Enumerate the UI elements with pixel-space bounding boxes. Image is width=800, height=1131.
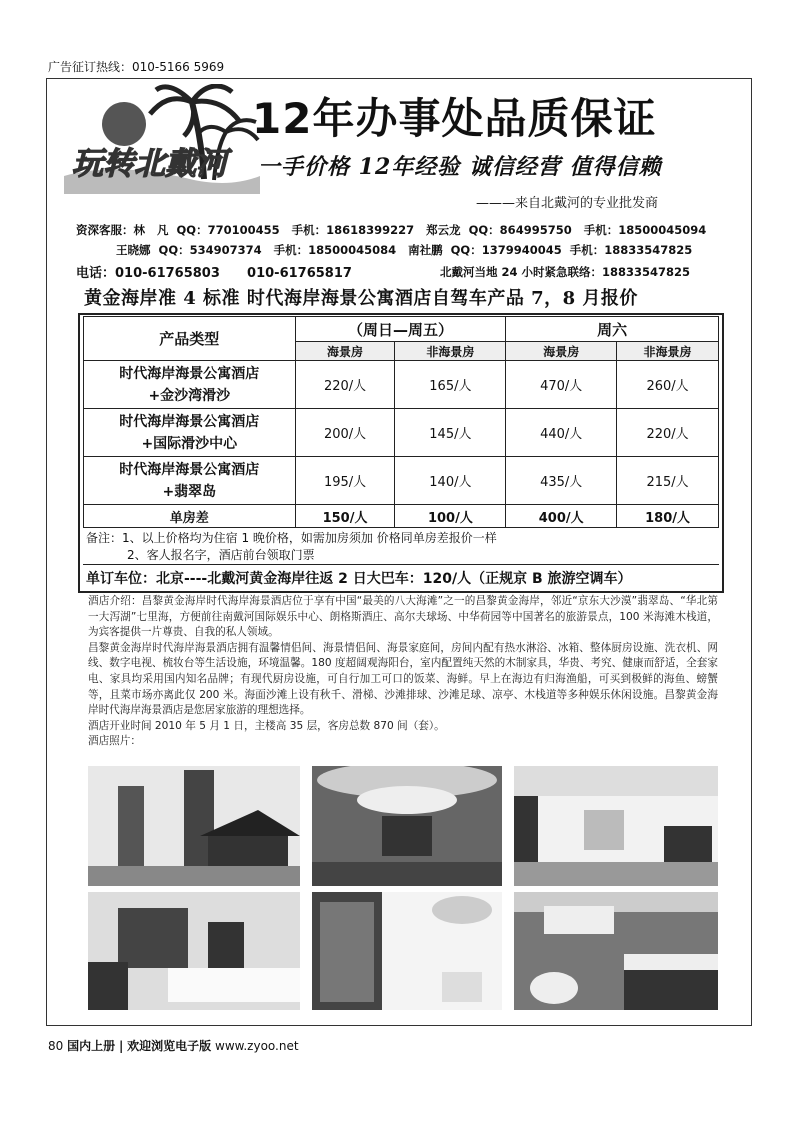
note-2: 2、客人报名字，酒店前台领取门票 <box>127 548 315 562</box>
price-cell: 260/人 <box>617 361 719 409</box>
header-non-sea-view-1: 非海景房 <box>395 342 506 361</box>
price-cell: 435/人 <box>506 457 617 505</box>
photo-bedroom <box>88 892 300 1010</box>
table-row <box>84 409 719 457</box>
header-product-type: 产品类型 <box>84 317 296 361</box>
footer-separator: | <box>118 1039 124 1053</box>
photo-bathroom <box>514 892 718 1010</box>
single-room-row <box>84 505 719 528</box>
price-table <box>83 316 719 528</box>
intro-paragraph: 酒店开业时间 2010 年 5 月 1 日，主楼高 35 层，客房总数 870 间（套）。 <box>88 719 445 732</box>
product-addon: +金沙湾滑沙 <box>148 387 231 404</box>
header-weekday: （周日—周五） <box>295 317 506 342</box>
photo-shower <box>312 892 502 1010</box>
price-cell: 140/人 <box>395 457 506 505</box>
contact-line-2: 王晓娜 QQ：534907374 手机：18500045084 南社鹏 QQ：1379940045 手机：18833547825 <box>76 243 693 257</box>
ad-hotline: 广告征订热线：010-5166 5969 <box>48 60 225 74</box>
header-sea-view-1: 海景房 <box>295 342 395 361</box>
logo-text: 玩转北戴河 <box>72 146 227 182</box>
product-name: 时代海岸海景公寓酒店 <box>119 365 260 382</box>
intro-paragraph: 昌黎黄金海岸时代海岸海景酒店拥有温馨情侣间、海景情侣间、海景家庭间，房间内配有热水淋浴、冰箱、整体厨房设施、洗衣机、网线、数字电视、梳妆台等生活设施，环境温馨。180 度超阔观海阳台，室内配置纯天然的木制家具，华贵、考究、健康而舒适，全套家电、家具均采用国内知名品牌；有现代厨房设施，可自行加工可口的饭菜、海鲜。早上在海边有归海渔船，可买到极鲜的海鱼、螃蟹等，且菜市场亦离此仅 200 米。海面沙滩上设有秋千、滑梯、沙滩排球、沙滩足球、凉亭、木栈道等多种娱乐休闲设施。昌黎黄金海岸时代海岸海景酒店是您居家旅游的理想选择。 <box>88 641 718 717</box>
note-1: 备注：1、以上价格均为住宿 1 晚价格，如需加房须加 价格同单房差报价一样 <box>86 531 497 545</box>
intro-paragraph: 酒店照片： <box>88 735 141 748</box>
bus-order: 单订车位：北京----北戴河黄金海岸往返 2 日大巴车：120/人（正规京 B 旅游空调车） <box>86 571 632 587</box>
slogan: 一手价格 12年经验 诚信经营 值得信赖 <box>258 154 662 180</box>
photo-lobby <box>312 766 502 886</box>
price-cell: 440/人 <box>506 409 617 457</box>
emergency-contact: 北戴河当地 24 小时紧急联络：18833547825 <box>440 265 691 279</box>
price-cell: 400/人 <box>506 505 617 528</box>
price-cell: 215/人 <box>617 457 719 505</box>
price-cell: 150/人 <box>295 505 395 528</box>
price-cell: 220/人 <box>295 361 395 409</box>
price-cell: 180/人 <box>617 505 719 528</box>
photo-living-room <box>514 766 718 886</box>
product-name: 时代海岸海景公寓酒店 <box>119 461 260 478</box>
phone-numbers: 电话：010-61765803 010-61765817 <box>76 266 352 281</box>
table-row <box>84 457 719 505</box>
price-cell: 220/人 <box>617 409 719 457</box>
price-cell: 145/人 <box>395 409 506 457</box>
single-room-label: 单房差 <box>84 505 296 528</box>
contact-line-1: 资深客服：林 凡 QQ：770100455 手机：18618399227 郑云龙 QQ：864995750 手机：18500045094 <box>76 223 707 237</box>
footer <box>48 1037 299 1054</box>
price-cell: 165/人 <box>395 361 506 409</box>
notes <box>86 530 497 564</box>
divider <box>83 564 719 565</box>
header-non-sea-view-2: 非海景房 <box>617 342 719 361</box>
offer-title: 黄金海岸准 4 标准 时代海岸海景公寓酒店自驾车产品 7，8 月报价 <box>84 288 638 309</box>
product-addon: +翡翠岛 <box>162 483 217 500</box>
brand-logo <box>64 84 260 194</box>
price-cell: 470/人 <box>506 361 617 409</box>
header-saturday: 周六 <box>506 317 719 342</box>
product-addon: +国际滑沙中心 <box>141 435 238 452</box>
price-cell: 100/人 <box>395 505 506 528</box>
website-link[interactable]: www.zyoo.net <box>215 1039 299 1053</box>
source-line: ———来自北戴河的专业批发商 <box>476 196 659 211</box>
page-number: 80 <box>48 1039 64 1053</box>
table-row <box>84 361 719 409</box>
footer-tagline: 欢迎浏览电子版 <box>127 1039 212 1053</box>
section-name: 国内上册 <box>67 1039 116 1053</box>
header-sea-view-2: 海景房 <box>506 342 617 361</box>
product-name: 时代海岸海景公寓酒店 <box>119 413 260 430</box>
headline: 12年办事处品质保证 <box>252 94 657 143</box>
intro-paragraph: 酒店介绍：昌黎黄金海岸时代海岸海景酒店位于享有中国“最美的八大海滩”之一的昌黎黄金海岸，邻近“京东大沙漠”翡翠岛、“华北第一大泻湖”七里海，方便前往南戴河国际娱乐中心、朗格斯酒庄、高尔夫球场、中华荷园等中国著名的旅游景点，100 米海滩木栈道，为宾客提供一片尊贵、自我的私人领域。 <box>88 595 718 639</box>
photo-hotel-exterior <box>88 766 300 886</box>
sun-icon <box>102 102 146 146</box>
price-cell: 200/人 <box>295 409 395 457</box>
hotel-intro <box>88 594 718 750</box>
price-cell: 195/人 <box>295 457 395 505</box>
